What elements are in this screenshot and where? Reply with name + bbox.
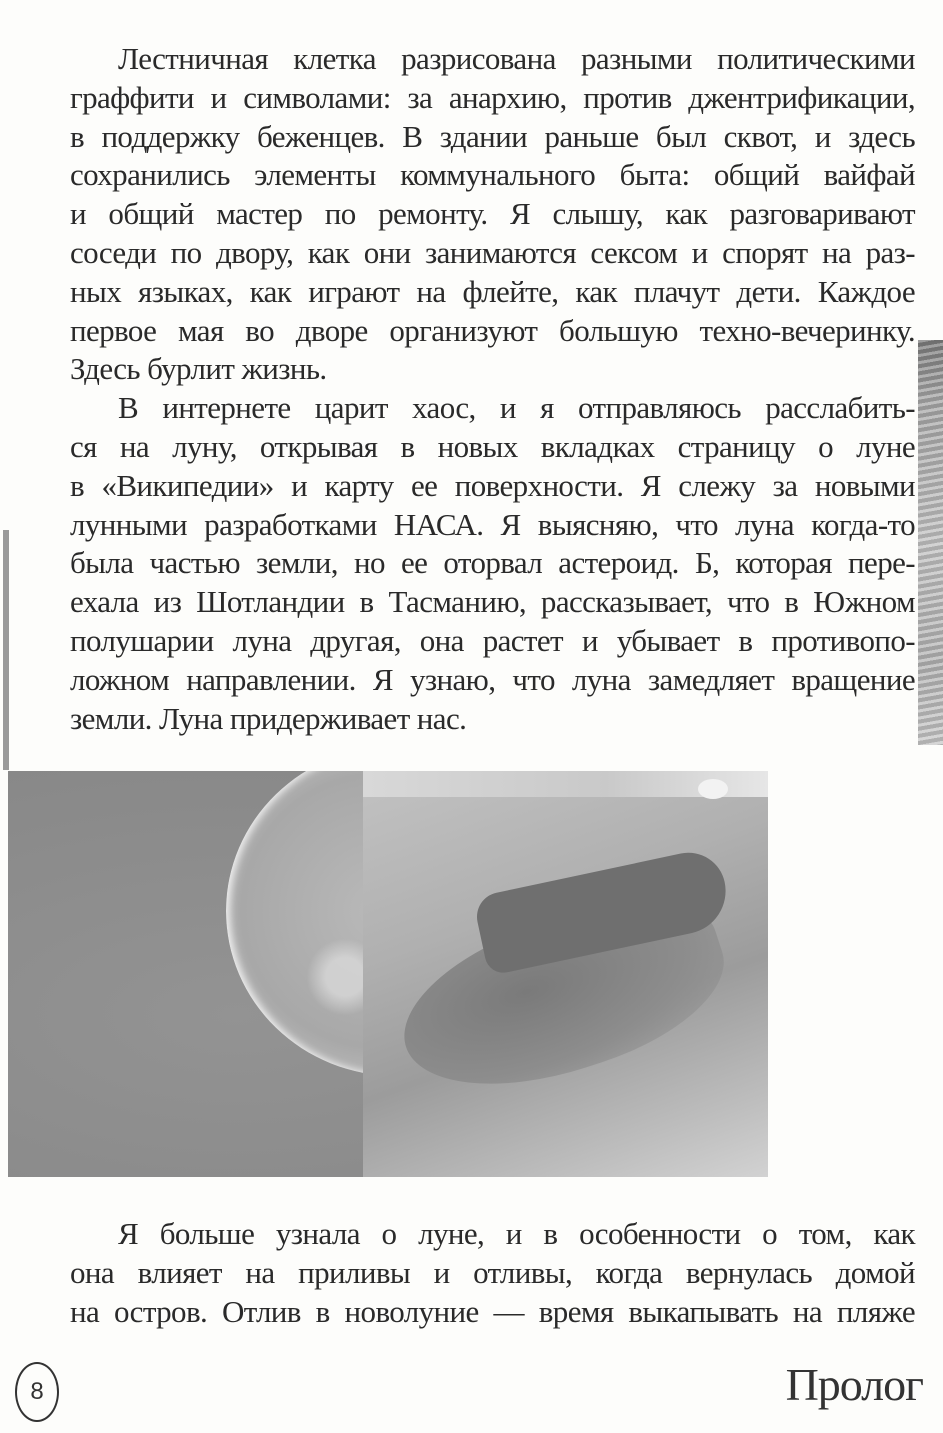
page-number: 8 bbox=[30, 1378, 44, 1405]
text-line: была частью земли, но ее оторвал астероид. Б, которая пере- bbox=[70, 545, 915, 581]
text-line: Я больше узнала о луне, и в особенности о том, как bbox=[118, 1216, 915, 1251]
text-line: Здесь бурлит жизнь. bbox=[70, 351, 327, 387]
text-line: в поддержку беженцев. В здании раньше был сквот, и здесь bbox=[70, 118, 915, 154]
text-line: она влияет на приливы и отливы, когда вернулась домой bbox=[70, 1254, 915, 1290]
right-edge-photo-strip bbox=[918, 340, 943, 745]
text-line: лунными разработками НАСА. Я выясняю, что луна когда-то bbox=[70, 506, 915, 542]
text-line: земли. Луна придерживает нас. bbox=[70, 700, 467, 736]
text-line: ложном направлении. Я узнаю, что луна замедляет вращение bbox=[70, 661, 915, 697]
body-text-bottom bbox=[70, 1215, 915, 1331]
running-title: Пролог bbox=[785, 1359, 923, 1410]
text-line: сохранились элементы коммунального быта: общий вайфай bbox=[70, 157, 915, 193]
page-number-badge bbox=[15, 1362, 59, 1422]
text-line: В интернете царит хаос, и я отправляюсь расслабить- bbox=[118, 390, 915, 426]
text-line: соседи по двору, как они занимаются сексом и спорят на раз- bbox=[70, 234, 915, 270]
text-line: ехала из Шотландии в Тасманию, рассказывает, что в Южном bbox=[70, 584, 915, 620]
text-line: в «Википедии» и карту ее поверхности. Я слежу за новыми bbox=[70, 467, 915, 503]
left-edge-photo-bar bbox=[3, 530, 9, 770]
text-line: и общий мастер по ремонту. Я слышу, как разговаривают bbox=[70, 196, 915, 232]
text-line: на остров. Отлив в новолуние — время выкапывать на пляже bbox=[70, 1293, 915, 1329]
text-line: ных языках, как играют на флейте, как плачут дети. Каждое bbox=[70, 273, 915, 309]
text-line: первое мая во дворе организуют большую техно-вечеринку. bbox=[70, 312, 915, 348]
light-highlight bbox=[698, 779, 728, 799]
moon-hand-collage-image bbox=[8, 771, 768, 1177]
text-line: граффити и символами: за анархию, против джентрификации, bbox=[70, 79, 915, 115]
text-line: ся на луну, открывая в новых вкладках страницу о луне bbox=[70, 428, 915, 464]
text-line: полушарии луна другая, она растет и убывает в противопо- bbox=[70, 622, 915, 658]
body-text-top bbox=[70, 40, 915, 738]
text-line: Лестничная клетка разрисована разными политическими bbox=[118, 41, 915, 76]
